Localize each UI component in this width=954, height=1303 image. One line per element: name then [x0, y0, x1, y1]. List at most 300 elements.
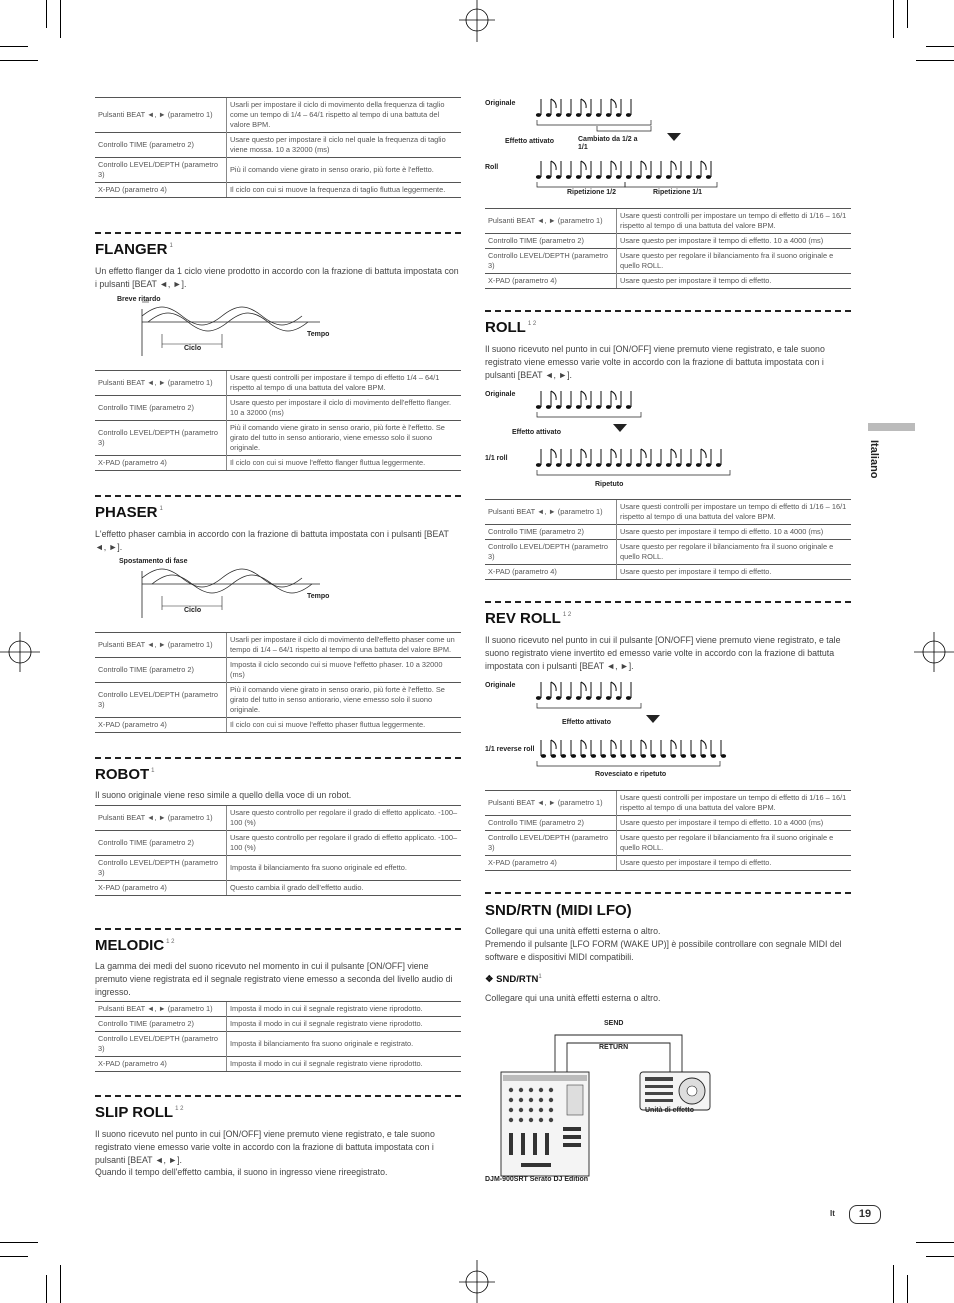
table-cell: Usare questo per impostare il tempo di effetto. [617, 273, 852, 288]
note-glyph [576, 449, 586, 467]
crop-mark [60, 1265, 61, 1303]
note-glyph [586, 449, 591, 467]
down-arrow-icon [613, 424, 627, 432]
roll-table-wrap [485, 499, 851, 580]
registration-mark [910, 630, 954, 674]
note-glyph [536, 391, 541, 409]
note-glyph [626, 391, 631, 409]
slip-roll-param-table [485, 208, 851, 289]
section-divider [95, 495, 461, 497]
page-number: 19 [849, 1205, 881, 1224]
note-glyph [666, 449, 676, 467]
table-cell: Usare questi controlli per impostare il tempo di effetto 1/4 – 64/1 rispetto al tempo di una battuta del valore BPM. [227, 371, 462, 396]
table-cell: Controllo LEVEL/DEPTH (parametro 3) [95, 855, 227, 880]
flanger-param-table [95, 370, 461, 471]
crop-mark [907, 1275, 908, 1303]
sine-wave-diagram [95, 294, 461, 364]
crop-mark [893, 0, 894, 38]
table-cell: Imposta il modo in cui il segnale registrato viene riprodotto. [227, 1017, 462, 1032]
table-row [95, 805, 461, 830]
note-glyph [576, 391, 586, 409]
registration-mark [0, 630, 44, 674]
page-language: It [830, 1209, 835, 1218]
note-glyph [576, 682, 586, 700]
section-text: La gamma dei medi del suono ricevuto nel momento in cui il pulsante [ON/OFF] viene premuto viene registrata ed il segnale registrato viene emesso a seconda del livello audio di ingresso. [95, 961, 453, 997]
section-text: Il suono ricevuto nel punto in cui il pulsante [ON/OFF] viene premuto viene registrato, e tale suono registrato viene invertito ed emesso varie volte in accordo con la frazione di battuta impostata con i pulsanti [BEAT ◄, ►]. [485, 635, 841, 671]
figure-label: Tempo [307, 593, 330, 600]
footnote-marker: 1 [151, 768, 155, 774]
note-glyph [596, 682, 601, 700]
note-glyph [681, 740, 686, 758]
roll-section [485, 310, 851, 381]
table-row [95, 830, 461, 855]
crop-mark [0, 1242, 38, 1243]
section-text: Collegare qui una unità effetti esterna o altro. [485, 926, 661, 936]
note-glyph [551, 740, 556, 758]
note-glyph [616, 161, 621, 179]
footnote-marker: 1 [159, 506, 163, 512]
table-cell: X-PAD (parametro 4) [95, 182, 227, 197]
note-glyph [616, 99, 621, 117]
crop-mark [926, 1256, 954, 1257]
down-arrow-icon [646, 715, 660, 723]
table-cell: Imposta il bilanciamento fra suono originale e registrato. [227, 1032, 462, 1057]
table-row [485, 564, 851, 579]
note-glyph [686, 449, 691, 467]
figure-label: Ripetuto [595, 481, 624, 488]
figure-label: Ciclo [184, 345, 202, 352]
crop-mark [907, 0, 908, 28]
footnote-marker: 1 2 [562, 612, 572, 618]
figure-label: 1/1 reverse roll [485, 746, 535, 753]
table-row [95, 633, 461, 658]
section-text: Premendo il pulsante [LFO FORM (WAKE UP)] è possibile controllare con segnale MIDI del software e dispositivi MIDI compatibili. [485, 938, 842, 962]
table-cell: Usare questo per impostare il ciclo nel quale la frequenza di taglio viene mossa. 10 a 32000 (ms) [227, 132, 462, 157]
section-title [485, 319, 851, 336]
section-text: Il suono originale viene reso simile a quello della voce di un robot. [95, 790, 352, 800]
table-cell: Usare questo controllo per regolare il grado di effetto applicato. -100–100 (%) [227, 830, 462, 855]
table-cell: Controllo LEVEL/DEPTH (parametro 3) [485, 830, 617, 855]
table-cell: Controllo TIME (parametro 2) [95, 830, 227, 855]
phaser-figure [95, 556, 461, 626]
footnote-marker: 1 [169, 243, 173, 249]
rev-roll-table-wrap [485, 790, 851, 871]
section-divider [95, 928, 461, 930]
note-glyph [571, 740, 576, 758]
note-glyph [656, 449, 661, 467]
subsection-title-text: ❖ SND/RTN [485, 974, 539, 986]
note-glyph [556, 161, 561, 179]
note-glyph [651, 740, 656, 758]
note-glyph [561, 740, 566, 758]
title-text: MELODIC [95, 937, 165, 954]
connection-diagram [485, 1015, 851, 1190]
phaser-section [95, 495, 461, 554]
section-divider [95, 757, 461, 759]
robot-section [95, 757, 461, 896]
title-text: SLIP ROLL [95, 1104, 174, 1121]
note-diagram [485, 387, 851, 495]
note-glyph [626, 449, 631, 467]
table-row [95, 1057, 461, 1072]
table-cell: Usare questo per regolare il bilanciamento fra il suono originale e quello ROLL. [617, 830, 852, 855]
footnote-marker: 1 [538, 974, 542, 981]
note-glyph [706, 449, 711, 467]
footnote-marker: 1 2 [527, 321, 537, 327]
figure-label: 1/1 roll [485, 455, 508, 462]
note-glyph [721, 740, 726, 758]
table-row [95, 1017, 461, 1032]
table-cell: Il ciclo con cui si muove l'effetto phaser fluttua leggermente. [227, 717, 462, 732]
table-cell: X-PAD (parametro 4) [485, 564, 617, 579]
section-title: SND/RTN (MIDI LFO) [485, 902, 632, 919]
return-label: RETURN [599, 1044, 629, 1051]
table-cell: Controllo LEVEL/DEPTH (parametro 3) [95, 157, 227, 182]
robot-param-table [95, 805, 461, 896]
table-cell: Pulsanti BEAT ◄, ► (parametro 1) [485, 791, 617, 816]
bracket-line [537, 470, 730, 475]
title-text: FLANGER [95, 241, 168, 258]
table-row [95, 717, 461, 732]
section-title [95, 937, 461, 954]
table-row [485, 524, 851, 539]
note-glyph [566, 682, 571, 700]
table-cell: Pulsanti BEAT ◄, ► (parametro 1) [485, 500, 617, 525]
table-row [95, 682, 461, 717]
note-glyph [546, 99, 556, 117]
table-row [95, 132, 461, 157]
note-glyph [586, 161, 591, 179]
section-title [95, 241, 461, 258]
note-glyph [706, 161, 711, 179]
note-glyph [596, 99, 601, 117]
note-glyph [606, 161, 616, 179]
table-row [485, 855, 851, 870]
table-cell: Usare questo per impostare il tempo di effetto. 10 a 4000 (ms) [617, 524, 852, 539]
bracket-line [625, 182, 717, 187]
table-cell: X-PAD (parametro 4) [95, 880, 227, 895]
note-glyph [556, 682, 561, 700]
note-glyph [586, 99, 591, 117]
section-divider [485, 310, 851, 312]
footnote-marker: 1 2 [175, 1106, 184, 1112]
table-cell: X-PAD (parametro 4) [95, 455, 227, 470]
table-cell: Usare questi controlli per impostare un tempo di effetto di 1/16 – 16/1 rispetto al tempo di una battuta del valore BPM. [617, 209, 852, 234]
table-row [485, 248, 851, 273]
note-glyph [646, 449, 651, 467]
table-cell: Imposta il bilanciamento fra suono originale ed effetto. [227, 855, 462, 880]
bracket-line [537, 412, 641, 417]
table-cell: Questo cambia il grado dell'effetto audio. [227, 880, 462, 895]
note-glyph [576, 99, 586, 117]
right-table1-wrap [485, 208, 851, 289]
table-cell: X-PAD (parametro 4) [485, 273, 617, 288]
figure-label: Effetto attivato [512, 429, 561, 436]
table-cell: Controllo TIME (parametro 2) [95, 1017, 227, 1032]
table-row [485, 791, 851, 816]
table-cell: X-PAD (parametro 4) [485, 855, 617, 870]
table-cell: Usare questo per regolare il bilanciamento fra il suono originale e quello ROLL. [617, 248, 852, 273]
table-cell: Usare questo per impostare il tempo di effetto. [617, 564, 852, 579]
figure-label: Spostamento di fase [119, 558, 188, 565]
section-text: Un effetto flanger da 1 ciclo viene prodotto in accordo con la frazione di battuta impostata con i pulsanti [BEAT ◄, ►]. [95, 266, 459, 289]
table-cell: Più il comando viene girato in senso orario, più forte è l'effetto. Se girato del tutto in senso antiorario, viene emesso solo il suono originale. [227, 682, 462, 717]
crop-mark [916, 60, 954, 61]
figure-label: Tempo [307, 331, 330, 338]
figure-label: Originale [485, 391, 516, 398]
note-glyph [701, 740, 706, 758]
note-glyph [546, 449, 556, 467]
figure-label: Effetto attivato [562, 719, 611, 726]
note-glyph [676, 449, 681, 467]
note-glyph [626, 99, 631, 117]
table-cell: Imposta il modo in cui il segnale registrato viene riprodotto. [227, 1057, 462, 1072]
note-glyph [616, 391, 621, 409]
section-title [95, 504, 461, 521]
table-cell: Imposta il modo in cui il segnale registrato viene riprodotto. [227, 1002, 462, 1017]
table-row [485, 500, 851, 525]
table-row [485, 830, 851, 855]
note-glyph [641, 740, 646, 758]
table-row [95, 855, 461, 880]
note-glyph [581, 740, 586, 758]
note-glyph [566, 161, 571, 179]
table-row [95, 880, 461, 895]
note-glyph [626, 161, 631, 179]
sidebar-tab [868, 423, 915, 431]
bracket-line [597, 126, 651, 131]
table-row [95, 420, 461, 455]
bracket-line [537, 761, 720, 766]
section-divider [95, 232, 461, 234]
table-row [485, 815, 851, 830]
crop-mark [60, 0, 61, 38]
table-cell: Imposta il ciclo secondo cui si muove l'effetto phaser. 10 a 32000 (ms) [227, 657, 462, 682]
section-divider [95, 1095, 461, 1097]
slip-roll-figure [485, 95, 851, 205]
table-cell: Pulsanti BEAT ◄, ► (parametro 1) [95, 371, 227, 396]
note-glyph [696, 449, 706, 467]
registration-mark [455, 1254, 499, 1303]
note-glyph [556, 391, 561, 409]
note-glyph [541, 740, 546, 758]
melodic-section [95, 928, 461, 1072]
table-cell: Il ciclo con cui si muove la frequenza di taglio fluttua leggermente. [227, 182, 462, 197]
crop-mark [0, 46, 28, 47]
crop-mark [893, 1265, 894, 1303]
table-cell: Controllo LEVEL/DEPTH (parametro 3) [485, 539, 617, 564]
down-arrow-icon [667, 133, 681, 141]
note-glyph [646, 161, 651, 179]
roll-param-table [485, 499, 851, 580]
note-diagram [485, 678, 851, 786]
figure-label: Originale [485, 682, 516, 689]
note-glyph [596, 391, 601, 409]
note-glyph [621, 740, 626, 758]
note-glyph [591, 740, 596, 758]
table-cell: Usare questi controlli per impostare un tempo di effetto di 1/16 – 16/1 rispetto al tempo di una battuta del valore BPM. [617, 500, 852, 525]
table-cell: Pulsanti BEAT ◄, ► (parametro 1) [95, 805, 227, 830]
sine-wave-diagram [95, 556, 461, 626]
melodic-param-table [95, 1001, 461, 1072]
section-text: Collegare qui una unità effetti esterna o altro. [485, 993, 661, 1004]
table-cell: Usare questo per impostare il ciclo di movimento dell'effetto flanger. 10 a 32000 (ms) [227, 395, 462, 420]
title-text: ROLL [485, 319, 526, 336]
rev-roll-param-table [485, 790, 851, 871]
section-text: Il suono ricevuto nel punto in cui [ON/OFF] viene premuto viene registrato, e tale suono registrato viene emesso varie volte in accordo con la frazione di battuta impostata con i pulsanti [BEAT ◄, ►]. [485, 344, 825, 380]
note-glyph [536, 449, 541, 467]
section-title [95, 1104, 461, 1121]
table-row [95, 395, 461, 420]
table-cell: X-PAD (parametro 4) [95, 717, 227, 732]
note-glyph [566, 391, 571, 409]
table-cell: Più il comando viene girato in senso orario, più forte è l'effetto. Se girato del tutto in senso antiorario, viene emesso solo il suono originale. [227, 420, 462, 455]
section-text: L'effetto phaser cambia in accordo con la frazione di battuta impostata con i pulsanti [BEAT ◄, ►]. [95, 529, 449, 552]
note-glyph [666, 161, 676, 179]
title-text: REV ROLL [485, 610, 561, 627]
subsection-title [485, 974, 851, 985]
table-row [95, 98, 461, 133]
note-glyph [601, 740, 606, 758]
note-glyph [631, 740, 636, 758]
note-diagram [485, 95, 851, 205]
table-cell: Controllo TIME (parametro 2) [95, 395, 227, 420]
note-glyph [626, 682, 631, 700]
figure-label: Ciclo [184, 607, 202, 614]
table-cell: Controllo TIME (parametro 2) [485, 815, 617, 830]
table-cell: Controllo TIME (parametro 2) [95, 132, 227, 157]
connection-figure [485, 1015, 851, 1190]
section-title [95, 766, 461, 783]
note-glyph [536, 161, 541, 179]
table-row [485, 273, 851, 288]
note-glyph [556, 449, 561, 467]
footnote-marker: 1 2 [166, 939, 175, 945]
table-row [485, 233, 851, 248]
table-cell: Usarli per impostare il ciclo di movimento della frequenza di taglio come un tempo di 1/4 – 64/1 rispetto al tempo di una battuta del valore BPM. [227, 98, 462, 133]
crop-mark [916, 1242, 954, 1243]
note-glyph [606, 99, 616, 117]
left-column [95, 97, 461, 198]
table-cell: Controllo LEVEL/DEPTH (parametro 3) [95, 682, 227, 717]
title-text: ROBOT [95, 766, 150, 783]
note-glyph [606, 682, 616, 700]
note-glyph [586, 391, 591, 409]
crop-mark [46, 0, 47, 28]
note-glyph [546, 682, 556, 700]
note-glyph [536, 99, 541, 117]
note-glyph [711, 740, 716, 758]
figure-label: Originale [485, 100, 516, 107]
table-cell: Usare questo controllo per regolare il grado di effetto applicato. -100–100 (%) [227, 805, 462, 830]
note-glyph [656, 161, 661, 179]
bracket-line [537, 703, 641, 708]
table-cell: Controllo TIME (parametro 2) [485, 233, 617, 248]
table-cell: Pulsanti BEAT ◄, ► (parametro 1) [95, 1002, 227, 1017]
note-glyph [611, 740, 616, 758]
note-glyph [546, 391, 556, 409]
table-cell: Pulsanti BEAT ◄, ► (parametro 1) [485, 209, 617, 234]
note-glyph [606, 391, 616, 409]
note-glyph [566, 99, 571, 117]
crop-mark [0, 1256, 28, 1257]
table-row [485, 539, 851, 564]
note-glyph [586, 682, 591, 700]
table-row [95, 371, 461, 396]
phaser-table-wrap [95, 632, 461, 733]
top-param-table [95, 97, 461, 198]
note-glyph [566, 449, 571, 467]
bracket-line [537, 120, 651, 125]
table-cell: Pulsanti BEAT ◄, ► (parametro 1) [95, 98, 227, 133]
table-cell: Più il comando viene girato in senso orario, più forte è l'effetto. [227, 157, 462, 182]
note-glyph [616, 449, 621, 467]
figure-label: Breve ritardo [117, 296, 161, 303]
table-cell: Usare questo per impostare il tempo di effetto. [617, 855, 852, 870]
send-label: SEND [604, 1020, 624, 1027]
table-row [95, 455, 461, 470]
rev-roll-section [485, 601, 851, 672]
flanger-table-wrap [95, 370, 461, 471]
note-glyph [636, 161, 646, 179]
table-row [95, 157, 461, 182]
note-glyph [716, 449, 721, 467]
note-glyph [546, 161, 556, 179]
note-glyph [636, 449, 646, 467]
figure-label: Ripetizione 1/2 [567, 189, 617, 196]
table-cell: Usare questo per impostare il tempo di effetto. 10 a 4000 (ms) [617, 233, 852, 248]
section-text: Il suono ricevuto nel punto in cui [ON/OFF] viene premuto viene registrato, e tale suono registrato viene emesso varie volte in accordo con la frazione di battuta impostata con i pulsanti [BEAT ◄, ►]. [95, 1129, 435, 1165]
registration-mark [455, 0, 499, 50]
note-glyph [676, 161, 681, 179]
table-cell: Controllo LEVEL/DEPTH (parametro 3) [95, 420, 227, 455]
note-glyph [596, 449, 601, 467]
crop-mark [0, 60, 38, 61]
note-glyph [671, 740, 676, 758]
section-title [485, 610, 851, 627]
figure-label: Effetto attivato [505, 138, 554, 145]
table-row [95, 1032, 461, 1057]
note-glyph [606, 449, 616, 467]
table-cell: X-PAD (parametro 4) [95, 1057, 227, 1072]
sidebar-language-label: Italiano [868, 440, 880, 479]
bracket-line [537, 182, 625, 187]
figure-label: Cambiato da 1/2 a 1/1 [578, 136, 638, 152]
table-cell: Controllo LEVEL/DEPTH (parametro 3) [485, 248, 617, 273]
table-cell: Controllo LEVEL/DEPTH (parametro 3) [95, 1032, 227, 1057]
section-divider [485, 601, 851, 603]
flanger-section [95, 232, 461, 291]
note-glyph [691, 740, 696, 758]
table-row [95, 182, 461, 197]
slip-roll-section [95, 1095, 461, 1179]
figure-label: Rovesciato e ripetuto [595, 771, 667, 778]
effect-unit-label: Unità di effetto [645, 1107, 694, 1114]
note-glyph [536, 682, 541, 700]
note-glyph [616, 682, 621, 700]
mixer-label: DJM-900SRT Serato DJ Edition [485, 1176, 589, 1183]
table-cell: Usare questo per regolare il bilanciamento fra il suono originale e quello ROLL. [617, 539, 852, 564]
note-glyph [661, 740, 666, 758]
table-cell: Usare questi controlli per impostare un tempo di effetto di 1/16 – 16/1 rispetto al tempo di una battuta del valore BPM. [617, 791, 852, 816]
table-cell: Usarli per impostare il ciclo di movimento dell'effetto phaser come un tempo di 1/4 – 64/1 rispetto al tempo di una battuta del valore BPM. [227, 633, 462, 658]
title-text: PHASER [95, 504, 158, 521]
note-glyph [576, 161, 586, 179]
table-row [95, 1002, 461, 1017]
note-glyph [596, 161, 601, 179]
table-cell: Controllo TIME (parametro 2) [485, 524, 617, 539]
crop-mark [46, 1275, 47, 1303]
